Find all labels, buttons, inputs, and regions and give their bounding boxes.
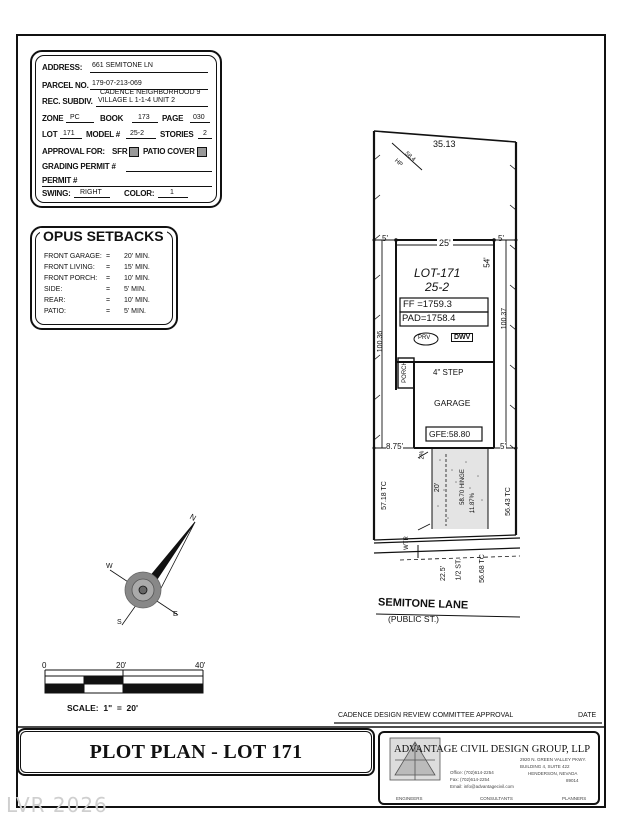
setback-eq: = [106, 297, 111, 304]
wtr-label: WTR [403, 536, 410, 550]
company-foot-engineers: ENGINEERS [396, 796, 423, 801]
street-name: SEMITONE LANE [377, 596, 469, 612]
scale-bar [45, 670, 203, 693]
model-label: MODEL # [86, 130, 121, 139]
compass-rose [110, 522, 195, 625]
scale-label: SCALE: 1" = 20' [67, 703, 139, 713]
street-type: (PUBLIC ST.) [388, 614, 440, 624]
ff-value: FF =1759.3 [403, 299, 452, 310]
compass-s-label: S [117, 619, 122, 626]
plot-plan-title: PLOT PLAN - LOT 171 [20, 731, 372, 773]
setback-name: FRONT LIVING: [44, 264, 95, 271]
approval-label: APPROVAL FOR: [42, 147, 105, 156]
scale-tick-40: 40' [195, 661, 206, 670]
color-label: COLOR: [124, 189, 155, 198]
setback-value: 10' MIN. [124, 297, 150, 304]
company-addr2: BUILDING 4, SUITE 422 [520, 764, 570, 769]
setback-name: SIDE: [44, 286, 63, 293]
lot-top-dim: 35.13 [433, 139, 456, 149]
zone-label: ZONE [42, 114, 64, 123]
company-foot-consultants: CONSULTANTS [480, 796, 513, 801]
subdiv-line2: VILLAGE L 1-1-4 UNIT 2 [98, 97, 176, 104]
zone-value: PC [70, 114, 80, 121]
setbacks-title: OPUS SETBACKS [40, 228, 167, 244]
color-value: 1 [170, 189, 174, 196]
step-label: 4" STEP [433, 368, 464, 377]
swing-value: RIGHT [80, 189, 102, 196]
setback-value: 15' MIN. [124, 264, 150, 271]
review-date-label: DATE [578, 712, 597, 719]
pct2-value: 2% [419, 450, 426, 460]
scale-tick-0: 0 [42, 661, 47, 670]
stories-value: 2 [203, 130, 207, 137]
parcel-value: 179-07-213-069 [92, 80, 142, 87]
left-length-dim: 100.36 [377, 330, 385, 353]
company-foot-planners: PLANNERS [562, 796, 587, 801]
stories-label: STORIES [160, 130, 194, 139]
address-value: 661 SEMITONE LN [92, 62, 153, 69]
company-addr4: 89014 [566, 778, 579, 783]
setback-value: 20' MIN. [124, 253, 150, 260]
depth-54-dim: 54' [482, 257, 492, 268]
right-5-dim: 5' [500, 442, 506, 451]
parcel-label: PARCEL NO. [42, 81, 89, 90]
street-half-dim: 22.5' [439, 566, 447, 581]
setback-eq: = [106, 308, 111, 315]
prv-label: PRV [418, 335, 431, 341]
garage-label: GARAGE [434, 398, 471, 408]
book-label: BOOK [100, 114, 124, 123]
company-email: Email: info@advantagecivil.com [450, 784, 514, 789]
setback-name: FRONT PORCH: [44, 275, 98, 282]
hinge-value: 58.70 HINGE [459, 469, 466, 505]
setback-eq: = [106, 253, 111, 260]
company-office: Office: (702)614-2254 [450, 770, 494, 775]
right-length-dim: 100.37 [501, 307, 509, 330]
left-875-dim: 8.75' [386, 442, 404, 451]
subdiv-line1: CADENCE NEIGHBORHOOD 9 [100, 89, 201, 96]
compass-w-label: W [106, 563, 113, 570]
setback-name: PATIO: [44, 308, 66, 315]
lot-label: LOT [42, 130, 58, 139]
compass-n-label: N [188, 512, 198, 523]
company-addr3: HENDERSON, NEVADA [528, 771, 578, 776]
dwv-label: DWV [451, 333, 473, 342]
lot-value: 171 [63, 130, 75, 137]
left-tc-value: 57.18 TC [380, 481, 388, 510]
hp-value: 58.4 [403, 150, 417, 164]
setback-left-dim: 5' [382, 234, 388, 243]
setback-eq: = [106, 275, 111, 282]
slope-value: 11.87% [469, 493, 476, 513]
setback-right-dim: 5' [498, 234, 504, 243]
company-name: ADVANTAGE CIVIL DESIGN GROUP, LLP [394, 744, 591, 755]
pad-value: PAD=1758.4 [402, 313, 456, 324]
house-width-dim: 25' [439, 238, 451, 248]
watermark: LVR 2026 [6, 793, 108, 817]
driveway-20-dim: 20' [434, 482, 442, 493]
plan-model: 25-2 [425, 280, 450, 294]
lot-name: LOT-171 [414, 266, 461, 280]
page-label: PAGE [162, 114, 184, 123]
company-fax: Fax: (702)614-2254 [450, 777, 490, 782]
subdiv-label: REC. SUBDIV. [42, 97, 93, 106]
setback-name: REAR: [44, 297, 66, 304]
sfr-label: SFR [112, 147, 128, 157]
company-addr1: 2920 N. GREEN VALLEY PKWY. [520, 757, 587, 762]
setback-eq: = [106, 286, 111, 293]
model-value: 25-2 [130, 130, 145, 137]
permit-label: PERMIT # [42, 176, 78, 185]
setback-eq: = [106, 264, 111, 271]
swing-label: SWING: [42, 189, 71, 198]
setback-name: FRONT GARAGE: [44, 253, 102, 260]
grading-permit-label: GRADING PERMIT # [42, 162, 116, 171]
driveway [418, 449, 488, 530]
address-label: ADDRESS: [42, 63, 83, 72]
porch-label: PORCH [401, 361, 408, 383]
setback-value: 5' MIN. [124, 308, 146, 315]
compass-e-label: E [173, 611, 178, 618]
street-half-label: 1/2 ST. [455, 558, 463, 581]
review-text: CADENCE DESIGN REVIEW COMMITTEE APPROVAL [338, 712, 514, 719]
street-tc-value: 56.68 TC [478, 554, 486, 583]
setback-value: 5' MIN. [124, 286, 146, 293]
hp-label: HP [393, 157, 404, 169]
book-value: 173 [138, 114, 150, 121]
patio-cover-label: PATIO COVER [143, 147, 195, 157]
gfe-value: GFE:58.80 [429, 429, 471, 439]
right-tc-value: 56.43 TC [504, 487, 512, 516]
setback-value: 10' MIN. [124, 275, 150, 282]
page-value: 030 [193, 114, 205, 121]
scale-tick-20: 20' [116, 661, 127, 670]
